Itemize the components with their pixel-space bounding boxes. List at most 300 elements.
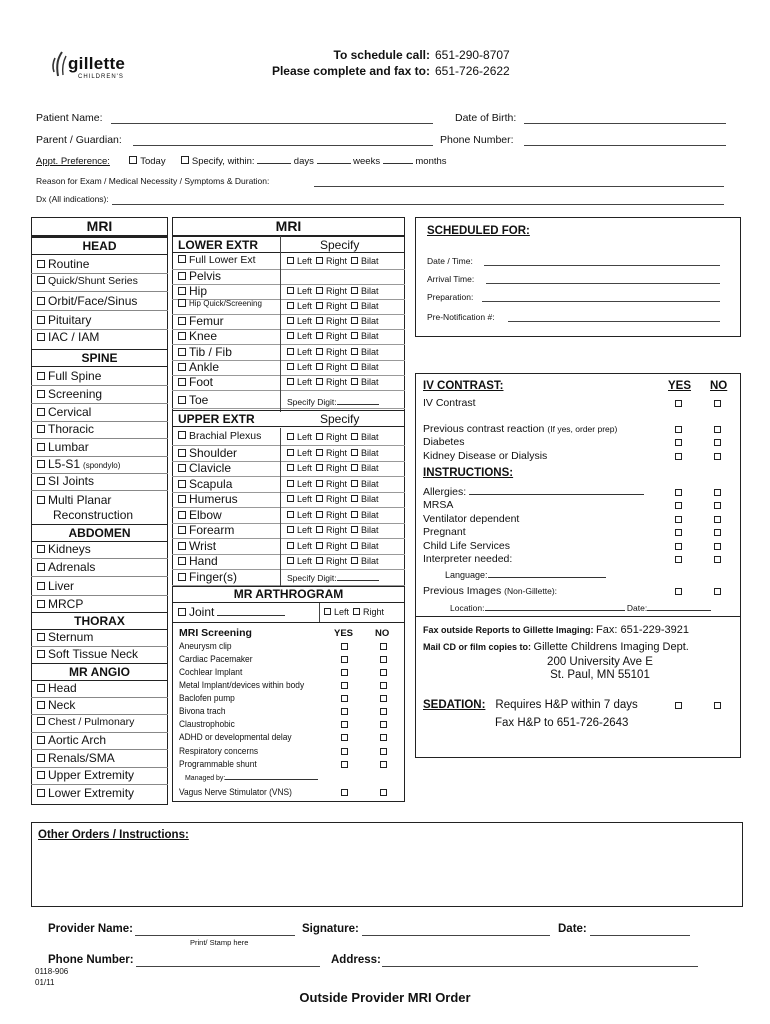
checkbox-icon[interactable] [351, 557, 358, 564]
checkbox-icon[interactable] [178, 608, 186, 616]
checkbox-icon[interactable] [351, 495, 358, 502]
checkbox-icon[interactable] [37, 477, 45, 485]
contrast-no-checkbox[interactable] [714, 543, 721, 550]
screening-no-checkbox[interactable] [380, 669, 387, 676]
checkbox-icon[interactable] [178, 526, 186, 534]
reason-field[interactable] [314, 186, 724, 187]
screening-label: Claustrophobic [179, 719, 235, 729]
screening-yes-checkbox[interactable] [341, 708, 348, 715]
bilat-label: Bilat [361, 362, 379, 372]
screening-item [179, 788, 292, 797]
screening-no-checkbox[interactable] [380, 761, 387, 768]
checkbox-icon[interactable] [37, 425, 45, 433]
col1-item[interactable] [37, 494, 111, 506]
lower-7-lrb [287, 363, 379, 372]
row-divider [31, 784, 168, 785]
prev-images-yes-checkbox[interactable] [675, 588, 682, 595]
checkbox-icon[interactable] [178, 348, 186, 356]
checkbox-icon[interactable] [287, 511, 294, 518]
checkbox-icon[interactable] [287, 378, 294, 385]
checkbox-icon[interactable] [351, 332, 358, 339]
specify-digit [287, 574, 379, 583]
lower-item[interactable] [178, 361, 219, 373]
right-label: Right [326, 479, 348, 489]
joint-item[interactable] [178, 606, 285, 618]
contrast-no-checkbox[interactable] [714, 426, 721, 433]
checkbox-icon[interactable] [37, 771, 45, 779]
logo-word: gillette [68, 54, 126, 73]
contrast-yes-checkbox[interactable] [675, 543, 682, 550]
item-label: Orbit/Face/Sinus [48, 294, 138, 308]
sedation-yes-checkbox[interactable] [675, 702, 682, 709]
checkbox-icon[interactable] [178, 449, 186, 457]
screening-yes-checkbox[interactable] [341, 656, 348, 663]
contrast-no-checkbox[interactable] [714, 502, 721, 509]
screening-no-checkbox[interactable] [380, 721, 387, 728]
checkbox-icon[interactable] [316, 433, 323, 440]
upper-item[interactable] [178, 571, 237, 583]
checkbox-icon[interactable] [37, 754, 45, 762]
bilat-label: Bilat [361, 448, 379, 458]
col1-item[interactable] [37, 388, 102, 400]
fax-reports-number: Fax: 651-229-3921 [596, 624, 689, 636]
screening-label: Aneurysm clip [179, 641, 232, 651]
lower-item[interactable] [178, 255, 256, 266]
row-divider [172, 408, 405, 409]
checkbox-icon[interactable] [287, 302, 294, 309]
mail-line2: 200 University Ave E [547, 656, 653, 668]
specify-digit-field[interactable] [337, 404, 379, 405]
contrast-no-checkbox[interactable] [714, 453, 721, 460]
checkbox-icon[interactable] [178, 287, 186, 295]
col1-item[interactable] [37, 276, 138, 287]
left-label: Left [297, 331, 313, 341]
checkbox-icon[interactable] [351, 348, 358, 355]
screening-no-checkbox[interactable] [380, 695, 387, 702]
scheduled-title: SCHEDULED FOR: [427, 225, 530, 237]
upper-item[interactable] [178, 462, 231, 474]
contrast-label-pregnant: Pregnant [423, 526, 466, 538]
screening-yes-checkbox[interactable] [341, 682, 348, 689]
upper-item[interactable] [178, 493, 238, 505]
gillette-logo [48, 48, 138, 88]
item-label: Neck [48, 698, 76, 712]
checkbox-icon[interactable] [287, 348, 294, 355]
left-label: Left [297, 556, 313, 566]
divider [172, 426, 405, 427]
checkbox-icon[interactable] [178, 573, 186, 581]
right-label: Right [326, 448, 348, 458]
upper-1-lrb [287, 449, 379, 458]
language-field[interactable] [488, 577, 606, 578]
checkbox-icon[interactable] [37, 717, 45, 725]
upper-item[interactable] [178, 431, 261, 442]
screening-yes-checkbox[interactable] [341, 669, 348, 676]
col1-item[interactable] [37, 423, 94, 435]
parent-field[interactable] [133, 145, 433, 146]
col1-item[interactable] [37, 580, 74, 592]
checkbox-icon[interactable] [316, 480, 323, 487]
lower-item[interactable] [178, 270, 221, 282]
contrast-yes-checkbox[interactable] [675, 439, 682, 446]
checkbox-icon[interactable] [287, 317, 294, 324]
checkbox-icon[interactable] [351, 449, 358, 456]
col1-item[interactable] [37, 458, 120, 470]
contrast-no-checkbox[interactable] [714, 556, 721, 563]
checkbox-icon[interactable] [37, 460, 45, 468]
checkbox-icon[interactable] [353, 608, 360, 615]
checkbox-icon[interactable] [287, 464, 294, 471]
upper-item[interactable] [178, 478, 232, 490]
footer-date-field[interactable] [590, 935, 690, 936]
screening-no-checkbox[interactable] [380, 789, 387, 796]
logo-mark-icon [48, 50, 70, 80]
screening-no-checkbox[interactable] [380, 748, 387, 755]
col1-item[interactable] [37, 598, 83, 610]
col1-item[interactable] [37, 441, 89, 453]
item-label: Pelvis [189, 269, 222, 283]
checkbox-icon[interactable] [37, 390, 45, 398]
non-gillette-label: (Non-Gillette): [504, 586, 558, 596]
right-label: Right [326, 510, 348, 520]
checkbox-icon[interactable] [178, 557, 186, 565]
checkbox-icon[interactable] [351, 480, 358, 487]
bilat-label: Bilat [361, 479, 379, 489]
checkbox-icon[interactable] [287, 332, 294, 339]
checkbox-icon[interactable] [351, 363, 358, 370]
item-label: Multi Planar [48, 493, 112, 507]
checkbox-icon[interactable] [287, 526, 294, 533]
checkbox-icon[interactable] [316, 363, 323, 370]
lower-item[interactable] [178, 285, 207, 297]
checkbox-icon[interactable] [351, 542, 358, 549]
col1-item[interactable] [37, 295, 137, 307]
upper-6-lrb [287, 526, 379, 535]
checkbox-icon[interactable] [37, 408, 45, 416]
lower-extr-header: LOWER EXTR [178, 238, 258, 252]
checkbox-icon[interactable] [178, 272, 186, 280]
lower-item[interactable] [178, 376, 213, 388]
contrast-yes-checkbox[interactable] [675, 556, 682, 563]
specify-digit-label: Specify Digit: [287, 573, 337, 583]
checkbox-icon[interactable] [37, 496, 45, 504]
checkbox-icon[interactable] [316, 495, 323, 502]
checkbox-icon[interactable] [37, 684, 45, 692]
lower-item[interactable] [178, 394, 208, 406]
col1-item[interactable] [37, 787, 134, 799]
days-label: days [293, 156, 314, 167]
screening-yes-checkbox[interactable] [341, 643, 348, 650]
checkbox-icon[interactable] [178, 378, 186, 386]
joint-field[interactable] [217, 615, 285, 616]
months-field[interactable] [383, 163, 413, 164]
checkbox-icon[interactable] [37, 633, 45, 641]
checkbox-icon[interactable] [316, 464, 323, 471]
checkbox-icon[interactable] [316, 332, 323, 339]
screening-item [179, 733, 292, 742]
item-label: Chest / Pulmonary [48, 716, 135, 728]
col1-item[interactable] [37, 561, 95, 573]
contrast-label-instructions: INSTRUCTIONS: [423, 467, 514, 479]
screening-yes-checkbox[interactable] [341, 748, 348, 755]
item-label: Adrenals [48, 560, 96, 574]
phone-field[interactable] [524, 145, 726, 146]
sched-prep-field[interactable] [482, 301, 720, 302]
col1-item[interactable] [37, 406, 91, 418]
dx-field[interactable] [112, 204, 724, 205]
specify-checkbox[interactable] [181, 156, 189, 164]
contrast-no-checkbox[interactable] [714, 529, 721, 536]
lower-item[interactable] [178, 315, 224, 327]
right-label: Right [326, 347, 348, 357]
contrast-yes-checkbox[interactable] [675, 489, 682, 496]
checkbox-icon[interactable] [324, 608, 331, 615]
checkbox-icon[interactable] [37, 316, 45, 324]
col1-item[interactable] [37, 699, 75, 711]
col-divider [319, 603, 320, 622]
checkbox-icon[interactable] [37, 701, 45, 709]
right-label: Right [326, 331, 348, 341]
screening-no-checkbox[interactable] [380, 656, 387, 663]
appt-label: Appt. Preference: [36, 156, 110, 167]
section-divider [31, 349, 168, 350]
checkbox-icon[interactable] [37, 443, 45, 451]
col1-item[interactable] [37, 752, 115, 764]
patient-name-field[interactable] [111, 123, 433, 124]
mail-line1: Gillette Childrens Imaging Dept. [533, 641, 689, 653]
contrast-yes-checkbox[interactable] [675, 516, 682, 523]
checkbox-icon[interactable] [287, 257, 294, 264]
col1-item[interactable] [37, 682, 77, 694]
screening-yes-checkbox[interactable] [341, 695, 348, 702]
item-label: Hand [189, 554, 218, 568]
item-label: Aortic Arch [48, 733, 107, 747]
checkbox-icon[interactable] [316, 302, 323, 309]
prev-images-no-checkbox[interactable] [714, 588, 721, 595]
lower-item[interactable] [178, 330, 217, 342]
screening-no-checkbox[interactable] [380, 734, 387, 741]
checkbox-icon[interactable] [316, 257, 323, 264]
item-label: Lumbar [48, 440, 89, 454]
checkbox-icon[interactable] [287, 363, 294, 370]
checkbox-icon[interactable] [178, 332, 186, 340]
checkbox-icon[interactable] [316, 378, 323, 385]
col1-item[interactable] [37, 543, 91, 555]
left-label: Left [297, 377, 313, 387]
checkbox-icon[interactable] [37, 297, 45, 305]
checkbox-icon[interactable] [37, 333, 45, 341]
checkbox-icon[interactable] [351, 287, 358, 294]
upper-item[interactable] [178, 524, 234, 536]
checkbox-icon[interactable] [316, 511, 323, 518]
checkbox-icon[interactable] [287, 495, 294, 502]
lower-item[interactable] [178, 300, 262, 308]
checkbox-icon[interactable] [287, 287, 294, 294]
checkbox-icon[interactable] [351, 511, 358, 518]
contrast-yes-checkbox[interactable] [675, 400, 682, 407]
footer-date-label: Date: [558, 923, 587, 935]
checkbox-icon[interactable] [287, 433, 294, 440]
row-divider [31, 490, 168, 491]
checkbox-icon[interactable] [178, 480, 186, 488]
lower-8-lrb [287, 378, 379, 387]
screening-label: Vagus Nerve Stimulator (VNS) [179, 787, 292, 797]
checkbox-icon[interactable] [178, 317, 186, 325]
location-field[interactable] [485, 610, 625, 611]
contrast-row-interpreter [423, 554, 512, 565]
col1-item[interactable] [37, 475, 94, 487]
lower-item[interactable] [178, 346, 232, 358]
item-label: Cervical [48, 405, 92, 419]
col1-item[interactable] [37, 734, 106, 746]
checkbox-icon[interactable] [316, 287, 323, 294]
checkbox-icon[interactable] [178, 495, 186, 503]
contrast-yes-checkbox[interactable] [675, 502, 682, 509]
upper-item[interactable] [178, 540, 216, 552]
checkbox-icon[interactable] [178, 511, 186, 519]
contrast-yes-checkbox[interactable] [675, 529, 682, 536]
right-label: Right [326, 301, 348, 311]
col1-item[interactable] [37, 331, 99, 343]
screening-item [179, 681, 304, 690]
sedation-fax: Fax H&P to 651-726-2643 [495, 717, 629, 729]
screening-no-checkbox[interactable] [380, 643, 387, 650]
upper-item[interactable] [178, 509, 222, 521]
checkbox-icon[interactable] [351, 302, 358, 309]
address-field[interactable] [382, 966, 698, 967]
col2-title: MRI [275, 218, 302, 234]
dob-label: Date of Birth: [455, 112, 517, 124]
col1-item[interactable] [37, 717, 134, 728]
signature-field[interactable] [362, 935, 550, 936]
checkbox-icon[interactable] [287, 480, 294, 487]
checkbox-icon[interactable] [351, 464, 358, 471]
location-label: Location: [450, 603, 485, 613]
bilat-label: Bilat [361, 556, 379, 566]
col1-item[interactable] [37, 258, 89, 270]
screening-yes-checkbox[interactable] [341, 789, 348, 796]
mail-label: Mail CD or film copies to: [423, 642, 532, 652]
today-checkbox[interactable] [129, 156, 137, 164]
col1-item[interactable] [37, 631, 93, 643]
checkbox-icon[interactable] [37, 276, 45, 284]
contrast-no-checkbox[interactable] [714, 489, 721, 496]
screening-no-checkbox[interactable] [380, 708, 387, 715]
days-field[interactable] [257, 163, 291, 164]
checkbox-icon[interactable] [178, 255, 186, 263]
col1-item[interactable] [37, 648, 138, 660]
loc-date-field[interactable] [647, 610, 711, 611]
checkbox-icon[interactable] [351, 433, 358, 440]
checkbox-icon[interactable] [178, 299, 186, 307]
screening-no-checkbox[interactable] [380, 682, 387, 689]
checkbox-icon[interactable] [287, 449, 294, 456]
screening-yes-checkbox[interactable] [341, 734, 348, 741]
bilat-label: Bilat [361, 347, 379, 357]
screening-yes-checkbox[interactable] [341, 761, 348, 768]
checkbox-icon[interactable] [287, 542, 294, 549]
checkbox-icon[interactable] [178, 464, 186, 472]
contrast-row-vent [423, 514, 519, 525]
address-label: Address: [331, 954, 381, 966]
checkbox-icon[interactable] [37, 582, 45, 590]
left-label: Left [297, 362, 313, 372]
checkbox-icon[interactable] [351, 317, 358, 324]
checkbox-icon[interactable] [37, 260, 45, 268]
checkbox-icon[interactable] [37, 789, 45, 797]
checkbox-icon[interactable] [37, 736, 45, 744]
checkbox-icon[interactable] [316, 557, 323, 564]
language-label: Language: [445, 570, 488, 580]
upper-item[interactable] [178, 447, 237, 459]
item-label: Finger(s) [189, 570, 238, 584]
checkbox-icon[interactable] [178, 431, 186, 439]
row-divider [31, 385, 168, 386]
checkbox-icon[interactable] [37, 545, 45, 553]
provider-field[interactable] [135, 935, 295, 936]
weeks-field[interactable] [317, 163, 351, 164]
checkbox-icon[interactable] [316, 449, 323, 456]
contrast-row-child_life [423, 541, 510, 552]
managed-by-field[interactable] [225, 779, 318, 780]
section-divider [31, 663, 168, 664]
checkbox-icon[interactable] [316, 317, 323, 324]
col1-item[interactable] [37, 769, 134, 781]
checkbox-icon[interactable] [316, 348, 323, 355]
lower-0-lrb [287, 257, 379, 266]
footer-phone-label: Phone Number: [48, 954, 134, 966]
contrast-yes-checkbox[interactable] [675, 426, 682, 433]
specify-digit-field[interactable] [337, 580, 379, 581]
col1-item[interactable] [37, 314, 91, 326]
checkbox-icon[interactable] [351, 526, 358, 533]
checkbox-icon[interactable] [178, 542, 186, 550]
checkbox-icon[interactable] [37, 563, 45, 571]
sedation-no-checkbox[interactable] [714, 702, 721, 709]
sched-prenote-field[interactable] [508, 321, 720, 322]
arthrogram-header: MR ARTHROGRAM [233, 587, 344, 601]
checkbox-icon[interactable] [316, 542, 323, 549]
left-label: Left [297, 432, 313, 442]
left-label: Left [297, 301, 313, 311]
contrast-no-checkbox[interactable] [714, 439, 721, 446]
checkbox-icon[interactable] [351, 378, 358, 385]
checkbox-icon[interactable] [287, 557, 294, 564]
bilat-label: Bilat [361, 510, 379, 520]
sched-date-field[interactable] [484, 265, 720, 266]
allergies-field[interactable] [469, 494, 644, 495]
checkbox-icon[interactable] [178, 363, 186, 371]
row-divider [31, 310, 168, 311]
upper-7-lrb [287, 542, 379, 551]
screening-yes-checkbox[interactable] [341, 721, 348, 728]
dob-field[interactable] [524, 123, 726, 124]
checkbox-icon[interactable] [351, 257, 358, 264]
checkbox-icon[interactable] [37, 650, 45, 658]
checkbox-icon[interactable] [37, 600, 45, 608]
contrast-yes-checkbox[interactable] [675, 453, 682, 460]
item-label: Routine [48, 257, 90, 271]
upper-item[interactable] [178, 555, 218, 567]
checkbox-icon[interactable] [316, 526, 323, 533]
footer-phone-field[interactable] [136, 966, 320, 967]
contrast-no-checkbox[interactable] [714, 400, 721, 407]
sched-arrival-field[interactable] [486, 283, 720, 284]
contrast-no-checkbox[interactable] [714, 516, 721, 523]
checkbox-icon[interactable] [37, 372, 45, 380]
checkbox-icon[interactable] [178, 396, 186, 404]
col1-item[interactable] [37, 370, 101, 382]
